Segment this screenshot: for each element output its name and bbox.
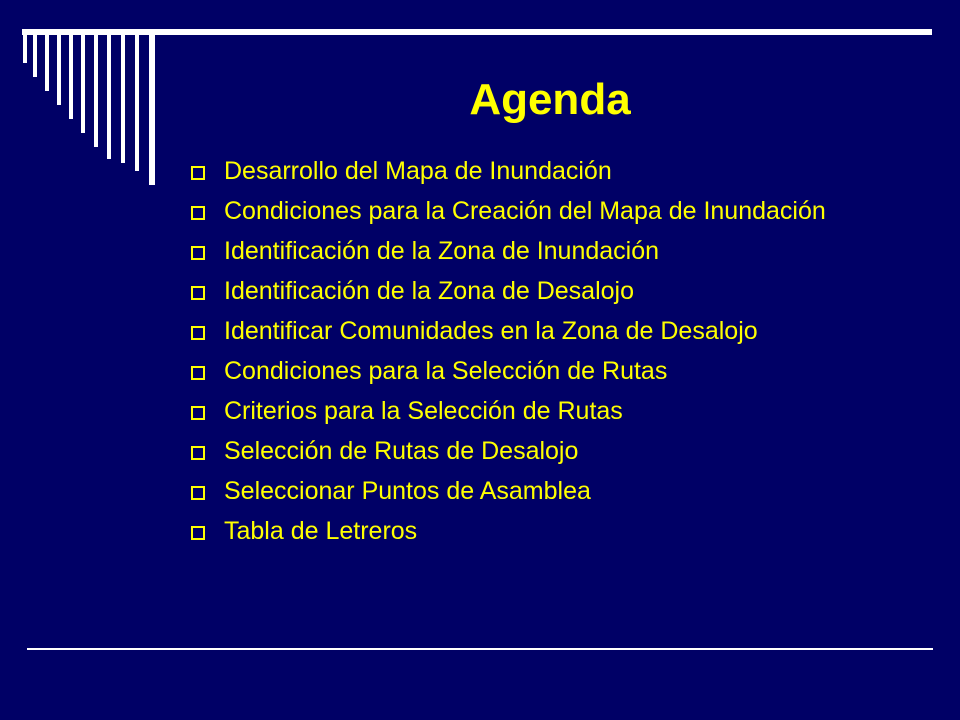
agenda-item-label: Condiciones para la Creación del Mapa de Inundación [224, 197, 826, 225]
agenda-item-label: Criterios para la Selección de Rutas [224, 397, 623, 425]
decorative-bar [33, 35, 37, 77]
agenda-item-label: Seleccionar Puntos de Asamblea [224, 477, 591, 505]
agenda-item-label: Identificación de la Zona de Inundación [224, 237, 660, 265]
agenda-item-label: Condiciones para la Selección de Rutas [224, 357, 668, 385]
hollow-square-bullet-icon [191, 326, 205, 340]
hollow-square-bullet-icon [191, 166, 205, 180]
agenda-item-label: Tabla de Letreros [224, 517, 418, 545]
agenda-list [188, 156, 888, 556]
hollow-square-bullet-icon [191, 246, 205, 260]
hollow-square-bullet-icon [191, 406, 205, 420]
decorative-bar [135, 35, 139, 171]
agenda-item [188, 276, 888, 306]
decorative-bar [57, 35, 61, 105]
decorative-bar [69, 35, 73, 119]
agenda-item [188, 436, 888, 466]
hollow-square-bullet-icon [191, 446, 205, 460]
hollow-square-bullet-icon [191, 206, 205, 220]
agenda-item [188, 156, 888, 186]
top-horizontal-rule [22, 29, 932, 35]
decorative-bar [23, 35, 27, 63]
bottom-horizontal-rule [27, 648, 933, 650]
decorative-bar [107, 35, 111, 159]
agenda-item-label: Identificación de la Zona de Desalojo [224, 277, 634, 305]
agenda-item [188, 516, 888, 546]
agenda-item [188, 476, 888, 506]
hollow-square-bullet-icon [191, 366, 205, 380]
agenda-item-label: Identificar Comunidades en la Zona de Desalojo [224, 317, 758, 345]
slide-title: Agenda [469, 75, 631, 124]
agenda-item [188, 356, 888, 386]
agenda-item [188, 196, 888, 226]
decorative-bar [149, 35, 155, 185]
agenda-item-label: Selección de Rutas de Desalojo [224, 437, 579, 465]
decorative-bar [121, 35, 125, 163]
agenda-item [188, 316, 888, 346]
decorative-bar [45, 35, 49, 91]
hollow-square-bullet-icon [191, 286, 205, 300]
decorative-bar [94, 35, 98, 147]
agenda-item-label: Desarrollo del Mapa de Inundación [224, 157, 612, 185]
agenda-item [188, 236, 888, 266]
agenda-item [188, 396, 888, 426]
hollow-square-bullet-icon [191, 486, 205, 500]
decorative-bar [81, 35, 85, 133]
hollow-square-bullet-icon [191, 526, 205, 540]
